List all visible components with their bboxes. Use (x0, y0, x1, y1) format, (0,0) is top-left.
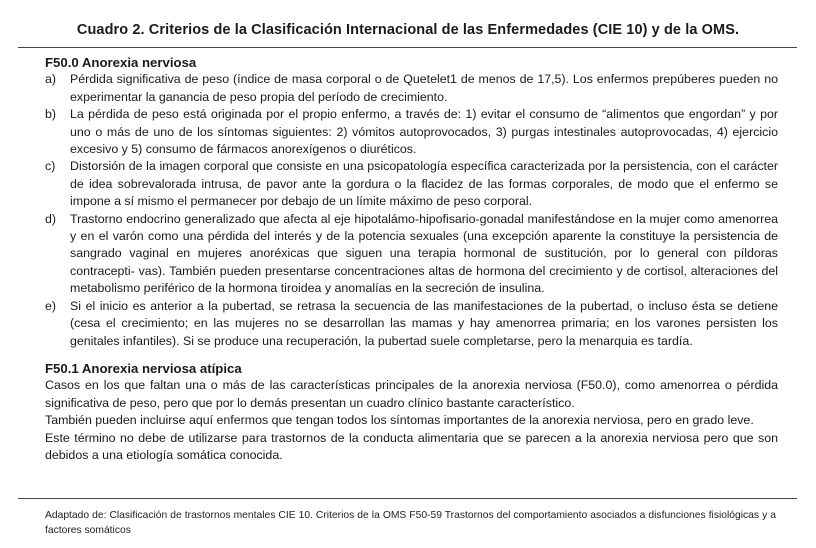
criterion-item-c (45, 158, 778, 210)
criterion-item-b (45, 106, 778, 158)
bottom-divider (18, 498, 797, 499)
criterion-text: Distorsión de la imagen corporal que consiste en una psicopatología específica caracterizada por la persistencia, con el carácter de idea sobrevalorada intrusa, de pavor ante la gordura o la flacidez de las formas corporales, de modo que el enfermo se impone a sí mismo el permanecer por debajo de un límite máximo de peso corporal. (70, 159, 778, 209)
section-paragraph: Este término no debe de utilizarse para trastornos de la conducta alimentaria que se parecen a la anorexia nerviosa pero que son debidos a una etiología somática conocida. (45, 430, 778, 462)
criterion-marker: e) (45, 298, 57, 313)
section-heading-f50-1: F50.1 Anorexia nerviosa atípica (45, 360, 242, 376)
top-divider (18, 47, 797, 48)
criterion-item-d (45, 211, 778, 298)
criterion-text: Trastorno endocrino generalizado que afecta al eje hipotalámo-hipofisario-gonadal manifestándose en la mujer como amenorrea y en el varón como una pérdida del interés y de la potencia sexuales (una excepción aparente la constituye la persistencia de sangrado vaginal en mujeres anoréxicas que siguen una terapia hormonal de sustitución, por lo general con píldoras contracepti- vas). También pueden presentarse concentraciones altas de hormona del crecimiento y de cortisol, alteraciones del metabolismo periférico de la hormona tiroidea y anomalías en la secreción de insulina. (70, 211, 778, 296)
section-paragraph: También pueden incluirse aquí enfermos que tengan todos los síntomas importantes de la anorexia nerviosa, pero en grado leve. (45, 413, 754, 428)
criteria-list (45, 71, 778, 350)
criterion-item-a (45, 71, 778, 106)
criterion-text: La pérdida de peso está originada por el propio enfermo, a través de: 1) evitar el consumo de “alimentos que engordan” y por uno o más de uno de los síntomas siguientes: 2) vómitos autoprovocados, 3) purgas intestinales autoprovocadas, 4) ejercicio excesivo y 5) consumo de fármacos anorexígenos o diuréticos. (70, 107, 778, 157)
criterion-marker: b) (45, 107, 57, 122)
section-heading-f50-0: F50.0 Anorexia nerviosa (45, 55, 197, 70)
criterion-marker: a) (45, 72, 57, 87)
section-f50-1 (45, 360, 778, 464)
source-footnote: Adaptado de: Clasificación de trastornos mentales CIE 10. Criterios de la OMS F50-59 Trastornos del comportamiento asociados a disfunciones fisiológicas y a factores somáticos (45, 510, 776, 536)
criterion-text: Pérdida significativa de peso (índice de masa corporal o de Quetelet1 de menos de 17,5). Los enfermos prepúberes pueden no experimentar la ganancia de peso propia del período de crecimiento. (70, 72, 778, 104)
criterion-text: Si el inicio es anterior a la pubertad, se retrasa la secuencia de las manifestaciones de la pubertad, o incluso ésta se detiene (cesa el crecimiento; en las mujeres no se desarrollan las mamas y hay amenorrea primaria; en los varones persisten los genitales infantiles). Si se produce una recuperación, la pubertad suele completarse, pero la menarquia es tardía. (70, 298, 778, 348)
section-paragraph: Casos en los que faltan una o más de las características principales de la anorexia nerviosa (F50.0), como amenorrea o pérdida significativa de peso, pero que por lo demás presentan un cuadro clínico bastante característico. (45, 378, 778, 410)
table-title: Cuadro 2. Criterios de la Clasificación Internacional de las Enfermedades (CIE 10) y de la OMS. (76, 22, 740, 38)
criterion-item-e (45, 298, 778, 350)
criterion-marker: d) (45, 211, 57, 226)
criterion-marker: c) (45, 159, 56, 174)
table-body (45, 54, 778, 464)
